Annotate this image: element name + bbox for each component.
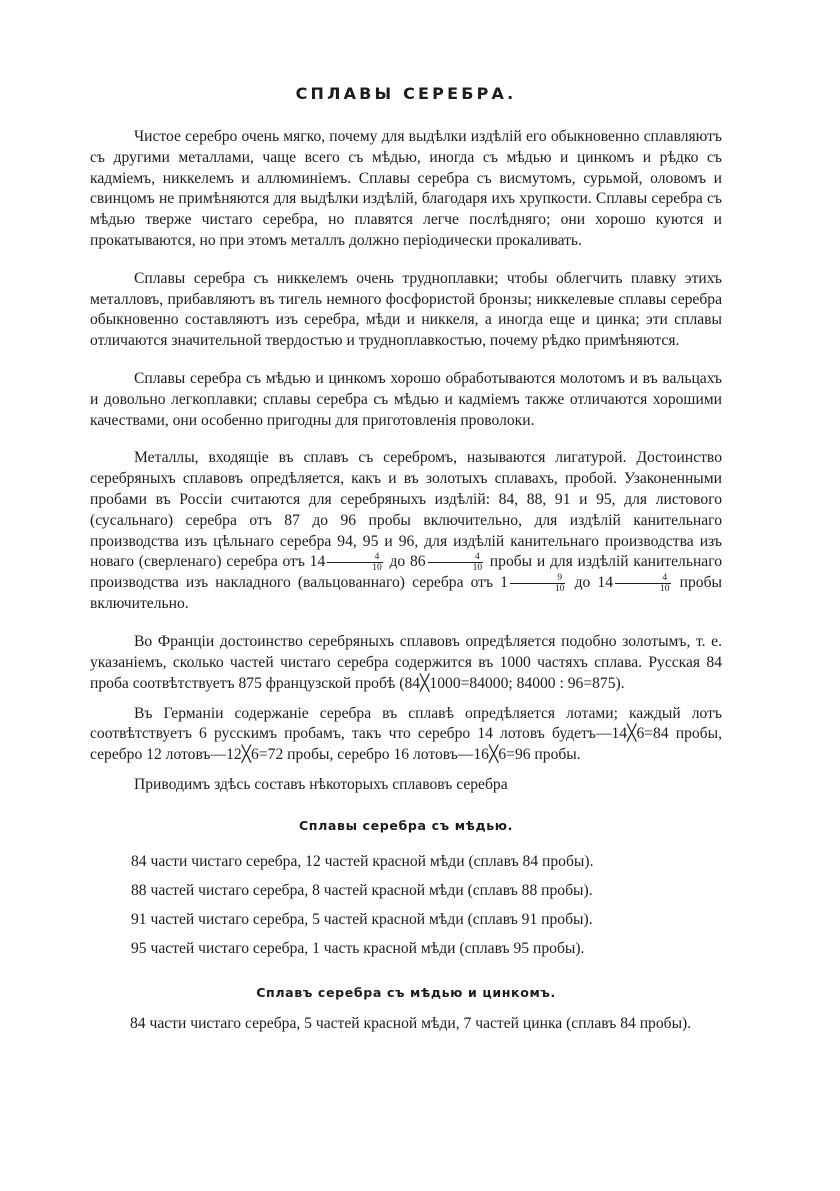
list-item: 91 частей чистаго серебра, 5 частей красной мѣди (сплавъ 91 пробы). [131, 910, 593, 928]
paragraph-ligature-assay [90, 448, 722, 615]
fraction-denominator: 10 [327, 562, 383, 573]
text-run: до 86 [389, 553, 426, 571]
page [90, 84, 722, 1035]
text-run: Металлы, входящiе въ сплавъ съ серебромъ, называются лигатурой. Достоинство серебряныхъ сплавовъ опредѣляется, какъ и въ золотыхъ сплавахъ, пробой. Узаконенными пробами въ Россiи считаются для серебряныхъ издѣлiй: 84, 88, 91 и 95, для листового (сусальнаго) серебра отъ 87 до 96 пробы включительно, для издѣлiй канительнаго производства изъ цѣльнаго серебра 94, 95 и 96, для издѣлiй канительнаго производства изъ новаго (сверленаго) серебра отъ 14 [90, 449, 722, 571]
section-heading-silver-copper-zinc: Сплавъ серебра съ мѣдью и цинкомъ. [256, 984, 556, 1000]
fraction-numerator: 4 [374, 552, 380, 563]
paragraph-france: Во Францiи достоинство серебряныхъ сплавовъ опредѣляется подобно золотымъ, т. е. указанiемъ, сколько частей чистаго серебра содержится въ 1000 частяхъ сплава. Русская 84 проба соотвѣтствуетъ 875 французской пробѣ (84╳1000=84000; 84000 : 96=875). [90, 633, 722, 692]
paragraph-pure-silver: Чистое серебро очень мягко, почему для выдѣлки издѣлiй его обыкновенно сплавляютъ съ другими металлами, чаще всего съ мѣдью, иногда съ мѣдью и цинкомъ и рѣдко съ кадмiемъ, никкелемъ и аллюминiемъ. Сплавы серебра съ висмутомъ, сурьмой, оловомъ и свинцомъ не примѣняются для выдѣлки издѣлiй, благодаря ихъ хрупкости. Сплавы серебра съ мѣдью тверже чистаго серебра, но плавятся легче послѣдняго; они хорошо куются и прокатываются, но при этомъ металлъ должно перiодически прокаливать. [90, 128, 722, 249]
paragraph-germany: Въ Германiи содержанiе серебра въ сплавѣ опредѣляется лотами; каждый лотъ соотвѣтствуетъ 6 русскимъ пробамъ, такъ что серебро 14 лотовъ будетъ—14╳6=84 пробы, серебро 12 лотовъ—12╳6=72 пробы, серебро 16 лотовъ—16╳6=96 пробы. [90, 704, 722, 764]
fraction-denominator: 10 [428, 562, 484, 573]
alloy-list-silver-copper [90, 847, 722, 963]
list-item: 88 частей чистаго серебра, 8 частей красной мѣди (сплавъ 88 пробы). [131, 881, 593, 899]
text-run: до 14 [574, 574, 614, 592]
section-heading-silver-copper: Сплавы серебра съ мѣдью. [298, 817, 514, 833]
list-item: 84 части чистаго серебра, 12 частей красной мѣди (сплавъ 84 пробы). [131, 852, 594, 870]
fraction-numerator: 4 [662, 573, 668, 584]
fraction [510, 573, 566, 594]
fraction [428, 552, 484, 573]
fraction [327, 552, 383, 573]
fraction-denominator: 10 [615, 583, 671, 594]
fraction-numerator: 9 [557, 573, 563, 584]
paragraph-nickel-alloys: Сплавы серебра съ никкелемъ очень трудноплавки; чтобы облегчить плавку этихъ металловъ, прибавляютъ въ тигель немного фосфористой бронзы; никкелевые сплавы серебра обыкновенно составляютъ изъ серебра, мѣди и никкеля, а иногда еще и цинка; эти сплавы отличаются значительной твердостью и трудноплавкостью, почему рѣдко примѣняются. [90, 269, 722, 350]
fraction [615, 573, 671, 594]
fraction-numerator: 4 [474, 552, 480, 563]
text-run: пробы включительно. [90, 574, 722, 613]
list-item: 95 частей чистаго серебра, 1 часть красной мѣди (сплавъ 95 пробы). [131, 939, 585, 957]
paragraph-intro-compositions: Приводимъ здѣсь составъ нѣкоторыхъ сплавовъ серебра [134, 775, 508, 793]
page-title: СПЛАВЫ СЕРЕБРА. [295, 84, 517, 103]
paragraph-copper-zinc-alloys: Сплавы серебра съ мѣдью и цинкомъ хорошо обработываются молотомъ и въ вальцахъ и довольно легкоплавки; сплавы серебра съ мѣдью и кадмiемъ также отличаются хорошими качествами, они особенно пригодны для приготовленiя проволоки. [90, 369, 722, 429]
fraction-denominator: 10 [510, 583, 566, 594]
text-run: пробы и для издѣлiй канительнаго производства изъ накладного (вальцованнаго) серебра отъ 1 [90, 553, 723, 592]
paragraph-copper-zinc-composition: 84 части чистаго серебра, 5 частей красной мѣди, 7 частей цинка (сплавъ 84 пробы). [130, 1014, 692, 1032]
